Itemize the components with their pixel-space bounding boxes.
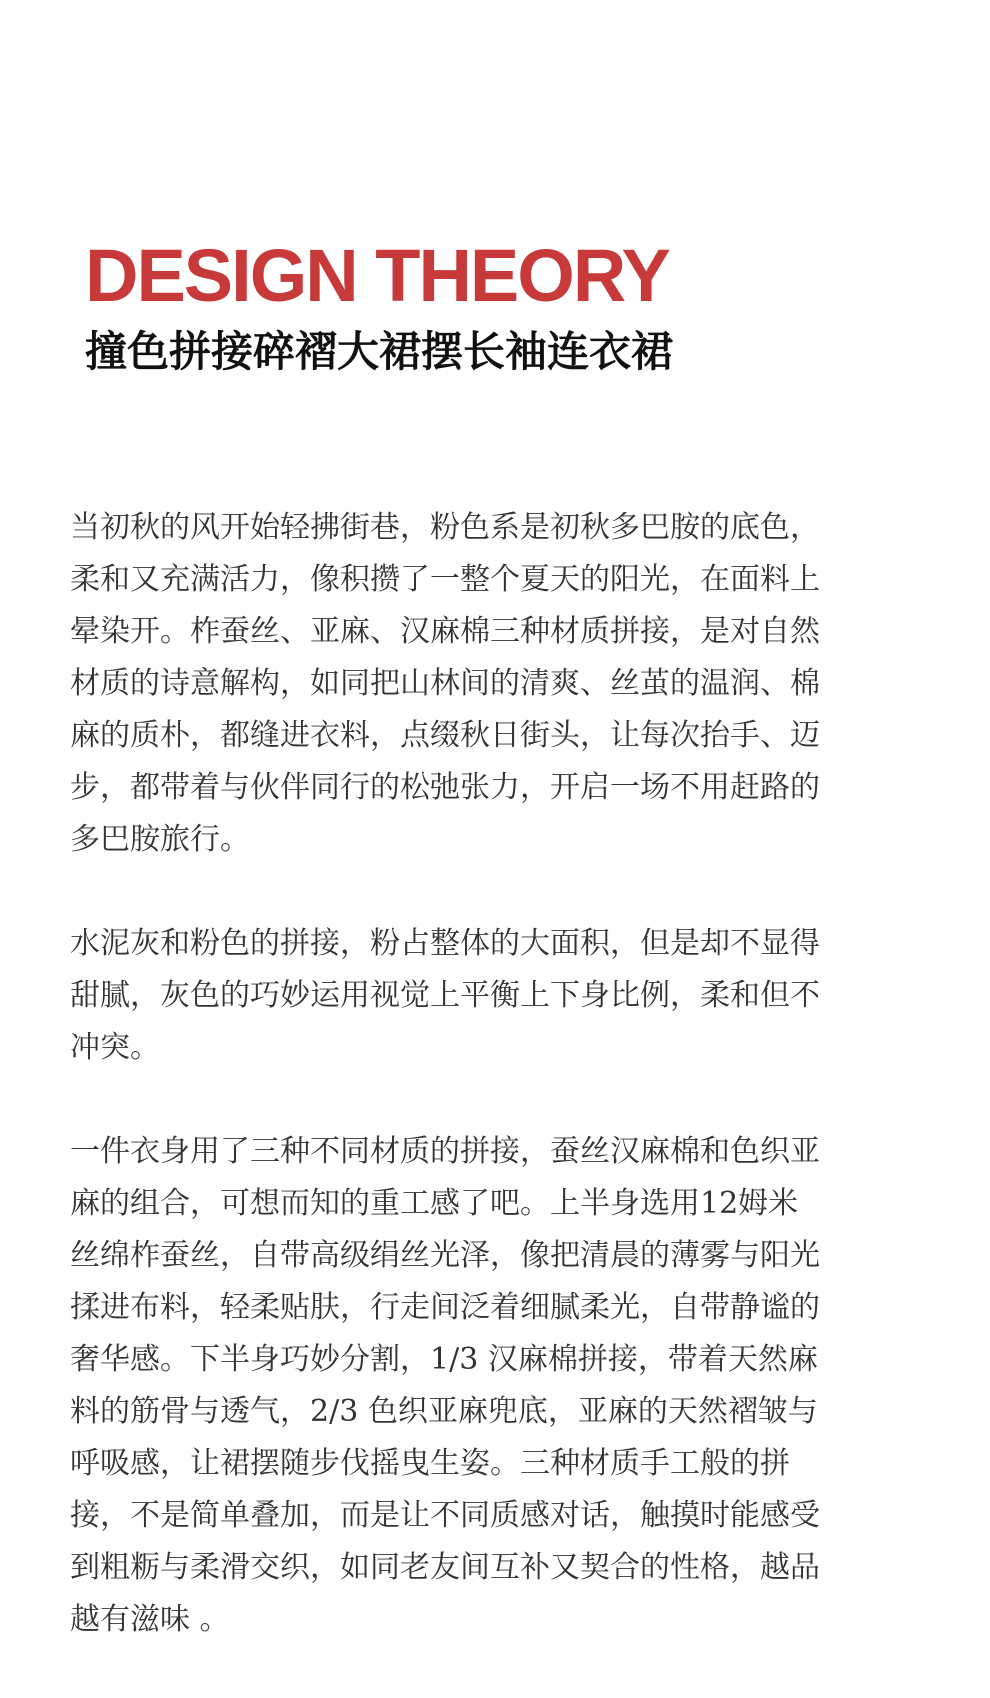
paragraph-2 [70,918,920,1074]
text-line: 奢华感。下半身巧妙分割，1/3 汉麻棉拼接，带着天然麻 [70,1342,818,1377]
text-line: 材质的诗意解构，如同把山林间的清爽、丝茧的温润、棉 [70,666,820,701]
text-line: 柔和又充满活力，像积攒了一整个夏天的阳光，在面料上 [70,562,820,597]
paragraph-1 [70,502,920,866]
text-line: 到粗粝与柔滑交织，如同老友间互补又契合的性格，越品 [70,1550,820,1585]
paragraph-3 [70,1126,920,1646]
title-english: DESIGN THEORY [85,234,669,317]
text-line: 步，都带着与伙伴同行的松弛张力，开启一场不用赶路的 [70,770,820,805]
text-line: 甜腻，灰色的巧妙运用视觉上平衡上下身比例，柔和但不 [70,978,820,1013]
text-line: 一件衣身用了三种不同材质的拼接，蚕丝汉麻棉和色织亚 [70,1134,820,1169]
title-chinese: 撞色拼接碎褶大裙摆长袖连衣裙 [85,327,674,376]
body-text [70,502,920,1698]
text-line: 揉进布料，轻柔贴肤，行走间泛着细腻柔光，自带静谧的 [70,1290,820,1325]
text-line: 晕染开。柞蚕丝、亚麻、汉麻棉三种材质拼接，是对自然 [70,614,820,649]
text-line: 料的筋骨与透气，2/3 色织亚麻兜底，亚麻的天然褶皱与 [70,1394,818,1429]
text-line: 呼吸感，让裙摆随步伐摇曳生姿。三种材质手工般的拼 [70,1446,790,1481]
text-line: 丝绵柞蚕丝，自带高级绢丝光泽，像把清晨的薄雾与阳光 [70,1238,820,1273]
text-line: 麻的质朴，都缝进衣料，点缀秋日街头，让每次抬手、迈 [70,718,820,753]
text-line: 水泥灰和粉色的拼接，粉占整体的大面积，但是却不显得 [70,926,820,961]
text-line: 越有滋味 。 [70,1602,230,1637]
text-line: 麻的组合，可想而知的重工感了吧。上半身选用12姆米 [70,1186,799,1221]
text-line: 接，不是简单叠加，而是让不同质感对话，触摸时能感受 [70,1498,820,1533]
text-line: 冲突。 [70,1030,160,1065]
text-line: 多巴胺旅行。 [70,822,250,857]
text-line: 当初秋的风开始轻拂街巷，粉色系是初秋多巴胺的底色， [70,510,820,545]
